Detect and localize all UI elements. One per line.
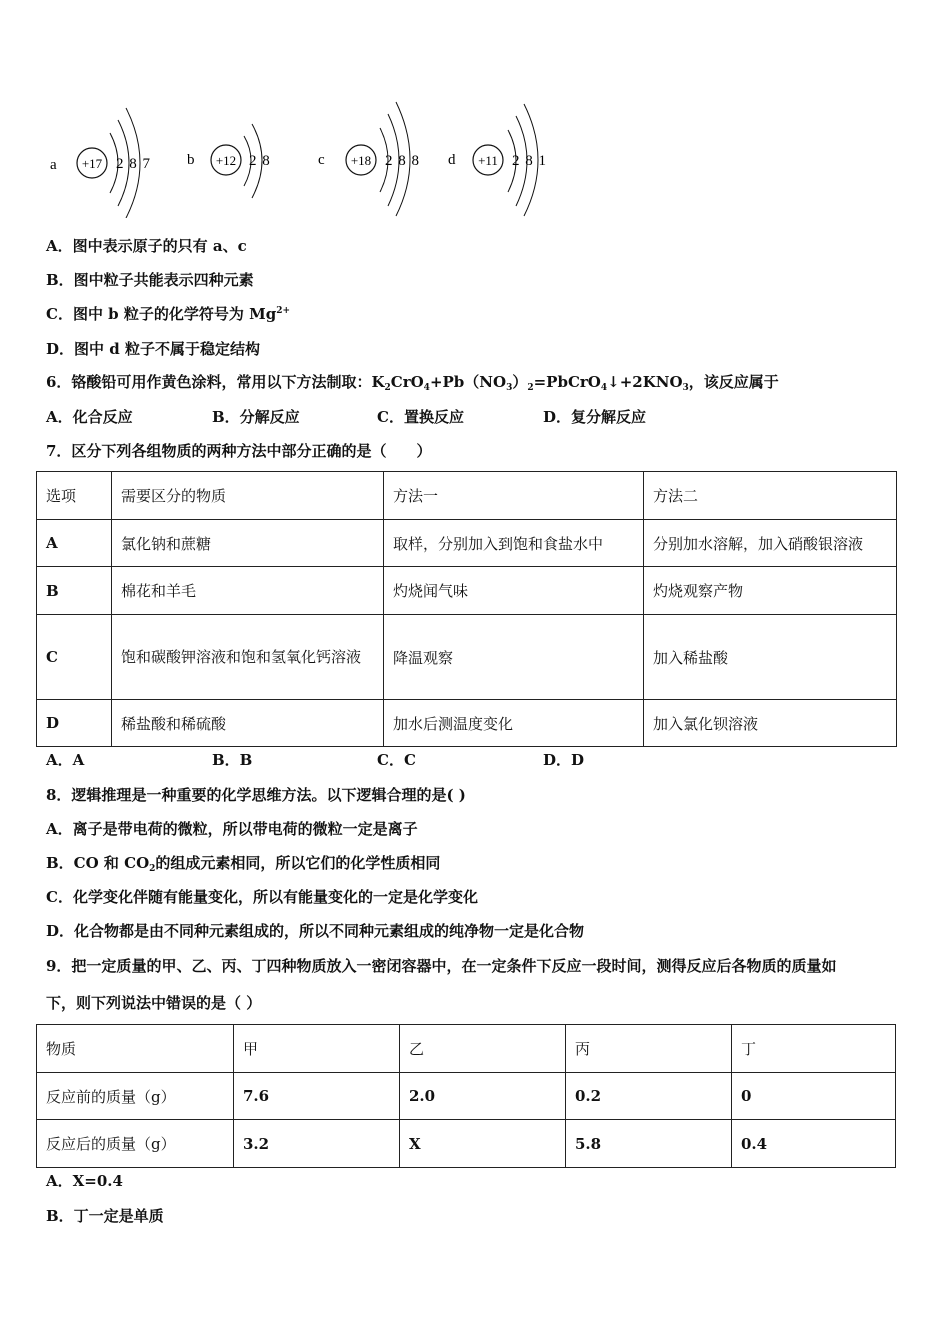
atom-d bbox=[448, 104, 547, 216]
table-header-cell: 选项 bbox=[37, 472, 112, 520]
nucleus-charge: +11 bbox=[478, 153, 498, 168]
q5-option-a: A．图中表示原子的只有 a、c bbox=[46, 237, 247, 255]
q6-stem-part: CrO bbox=[390, 373, 424, 391]
table-cell: 加入稀盐酸 bbox=[644, 615, 897, 700]
table-cell: 分别加水溶解，加入硝酸银溶液 bbox=[644, 520, 897, 567]
nucleus-charge: +18 bbox=[350, 153, 372, 168]
q8-option-a: A．离子是带电荷的微粒，所以带电荷的微粒一定是离子 bbox=[46, 820, 418, 838]
subscript: 2 bbox=[149, 864, 156, 874]
nucleus-charge: +17 bbox=[81, 156, 103, 171]
subscript: 2 bbox=[527, 383, 534, 393]
table-cell: D bbox=[37, 700, 112, 747]
table-cell: 7.6 bbox=[234, 1073, 400, 1120]
table-header-cell: 方法一 bbox=[384, 472, 644, 520]
atom-structure-diagrams bbox=[40, 98, 570, 218]
table-cell: 反应后的质量（g） bbox=[37, 1120, 234, 1168]
q6-stem-part: =PbCrO bbox=[533, 373, 601, 391]
table-cell: A bbox=[37, 520, 112, 567]
q7-table bbox=[36, 471, 897, 747]
q7-option-c: C．C bbox=[377, 751, 416, 769]
table-row bbox=[37, 1120, 896, 1168]
atom-a bbox=[50, 108, 151, 218]
atom-letter: b bbox=[187, 152, 195, 168]
table-cell: 0.4 bbox=[732, 1120, 896, 1168]
table-cell: 加水后测温度变化 bbox=[384, 700, 644, 747]
atom-b bbox=[187, 124, 271, 198]
q9-option-b: B．丁一定是单质 bbox=[46, 1207, 164, 1225]
q6-stem-part: 6．铬酸铅可用作黄色涂料，常用以下方法制取：K bbox=[46, 373, 385, 391]
q6-stem-part: +Pb（NO bbox=[429, 373, 507, 391]
table-cell: 稀盐酸和稀硫酸 bbox=[112, 700, 384, 747]
electron-shells: 2 8 7 bbox=[116, 156, 151, 172]
table-row bbox=[37, 700, 897, 747]
q6-stem-part: ） bbox=[512, 373, 528, 391]
table-header-cell: 丙 bbox=[566, 1025, 732, 1073]
table-cell: 0.2 bbox=[566, 1073, 732, 1120]
q8-option-b bbox=[46, 853, 440, 873]
electron-shells: 2 8 bbox=[249, 153, 271, 169]
charge-superscript: 2+ bbox=[276, 306, 290, 316]
table-cell: 灼烧观察产物 bbox=[644, 567, 897, 615]
table-cell: 3.2 bbox=[234, 1120, 400, 1168]
q9-option-a: A．X=0.4 bbox=[46, 1172, 123, 1190]
subscript: 4 bbox=[423, 383, 430, 393]
table-cell: 反应前的质量（g） bbox=[37, 1073, 234, 1120]
table-header-cell: 物质 bbox=[37, 1025, 234, 1073]
table-row bbox=[37, 615, 897, 700]
q6-stem-part: ↓+2KNO bbox=[607, 373, 683, 391]
q6-stem bbox=[46, 372, 779, 392]
q7-option-b: B．B bbox=[212, 751, 253, 769]
q7-option-d: D．D bbox=[543, 751, 585, 769]
table-cell: 加入氯化钡溶液 bbox=[644, 700, 897, 747]
q8-option-d: D．化合物都是由不同种元素组成的，所以不同种元素组成的纯净物一定是化合物 bbox=[46, 922, 585, 940]
table-cell: 棉花和羊毛 bbox=[112, 567, 384, 615]
atom-letter: c bbox=[318, 152, 325, 168]
q6-option-a: A．化合反应 bbox=[46, 408, 133, 426]
q9-stem-line2: 下，则下列说法中错误的是（ ） bbox=[46, 994, 262, 1012]
nucleus-charge: +12 bbox=[215, 153, 237, 168]
table-cell: C bbox=[37, 615, 112, 700]
table-cell: X bbox=[400, 1120, 566, 1168]
q6-option-c: C．置换反应 bbox=[377, 408, 464, 426]
subscript: 3 bbox=[682, 383, 689, 393]
q6-option-b: B．分解反应 bbox=[212, 408, 300, 426]
atom-letter: a bbox=[50, 157, 57, 173]
table-cell: 灼烧闻气味 bbox=[384, 567, 644, 615]
q6-options bbox=[46, 407, 646, 427]
table-cell: 取样，分别加入到饱和食盐水中 bbox=[384, 520, 644, 567]
table-cell: 降温观察 bbox=[384, 615, 644, 700]
atom-letter: d bbox=[448, 152, 456, 168]
q5-option-b: B．图中粒子共能表示四种元素 bbox=[46, 271, 254, 289]
table-row bbox=[37, 520, 897, 567]
q9-stem-line1: 9．把一定质量的甲、乙、丙、丁四种物质放入一密闭容器中，在一定条件下反应一段时间，测得反应后各物质的质量如 bbox=[46, 957, 837, 975]
table-row bbox=[37, 567, 897, 615]
q6-option-d: D．复分解反应 bbox=[543, 408, 647, 426]
q8-option-c: C．化学变化伴随有能量变化，所以有能量变化的一定是化学变化 bbox=[46, 888, 478, 906]
q9-table bbox=[36, 1024, 896, 1168]
q7-options bbox=[46, 750, 584, 770]
subscript: 4 bbox=[600, 383, 608, 393]
subscript: 3 bbox=[506, 383, 513, 393]
q8-option-b-text: B．CO 和 CO bbox=[46, 854, 150, 872]
q5-option-c-text: C．图中 b 粒子的化学符号为 Mg bbox=[46, 305, 277, 323]
table-header-cell: 乙 bbox=[400, 1025, 566, 1073]
table-header-cell: 需要区分的物质 bbox=[112, 472, 384, 520]
table-cell: 0 bbox=[732, 1073, 896, 1120]
q5-option-c bbox=[46, 304, 290, 324]
table-cell: B bbox=[37, 567, 112, 615]
q8-stem: 8．逻辑推理是一种重要的化学思维方法。以下逻辑合理的是( ) bbox=[46, 786, 466, 804]
q7-option-a: A．A bbox=[46, 751, 85, 769]
table-row bbox=[37, 1073, 896, 1120]
table-header-row bbox=[37, 1025, 896, 1073]
table-header-row bbox=[37, 472, 897, 520]
q6-stem-part: ，该反应属于 bbox=[688, 373, 779, 391]
electron-shells: 2 8 1 bbox=[512, 153, 547, 169]
table-header-cell: 丁 bbox=[732, 1025, 896, 1073]
table-header-cell: 甲 bbox=[234, 1025, 400, 1073]
table-cell: 氯化钠和蔗糖 bbox=[112, 520, 384, 567]
subscript: 2 bbox=[384, 383, 391, 393]
electron-shells: 2 8 8 bbox=[385, 153, 420, 169]
atom-c bbox=[318, 102, 420, 216]
q7-stem: 7．区分下列各组物质的两种方法中部分正确的是（ ） bbox=[46, 442, 432, 460]
table-cell: 5.8 bbox=[566, 1120, 732, 1168]
q8-option-b-text: 的组成元素相同，所以它们的化学性质相同 bbox=[155, 854, 441, 872]
table-header-cell: 方法二 bbox=[644, 472, 897, 520]
q5-option-d: D．图中 d 粒子不属于稳定结构 bbox=[46, 340, 260, 358]
table-cell: 2.0 bbox=[400, 1073, 566, 1120]
table-cell: 饱和碳酸钾溶液和饱和氢氧化钙溶液 bbox=[112, 615, 384, 700]
